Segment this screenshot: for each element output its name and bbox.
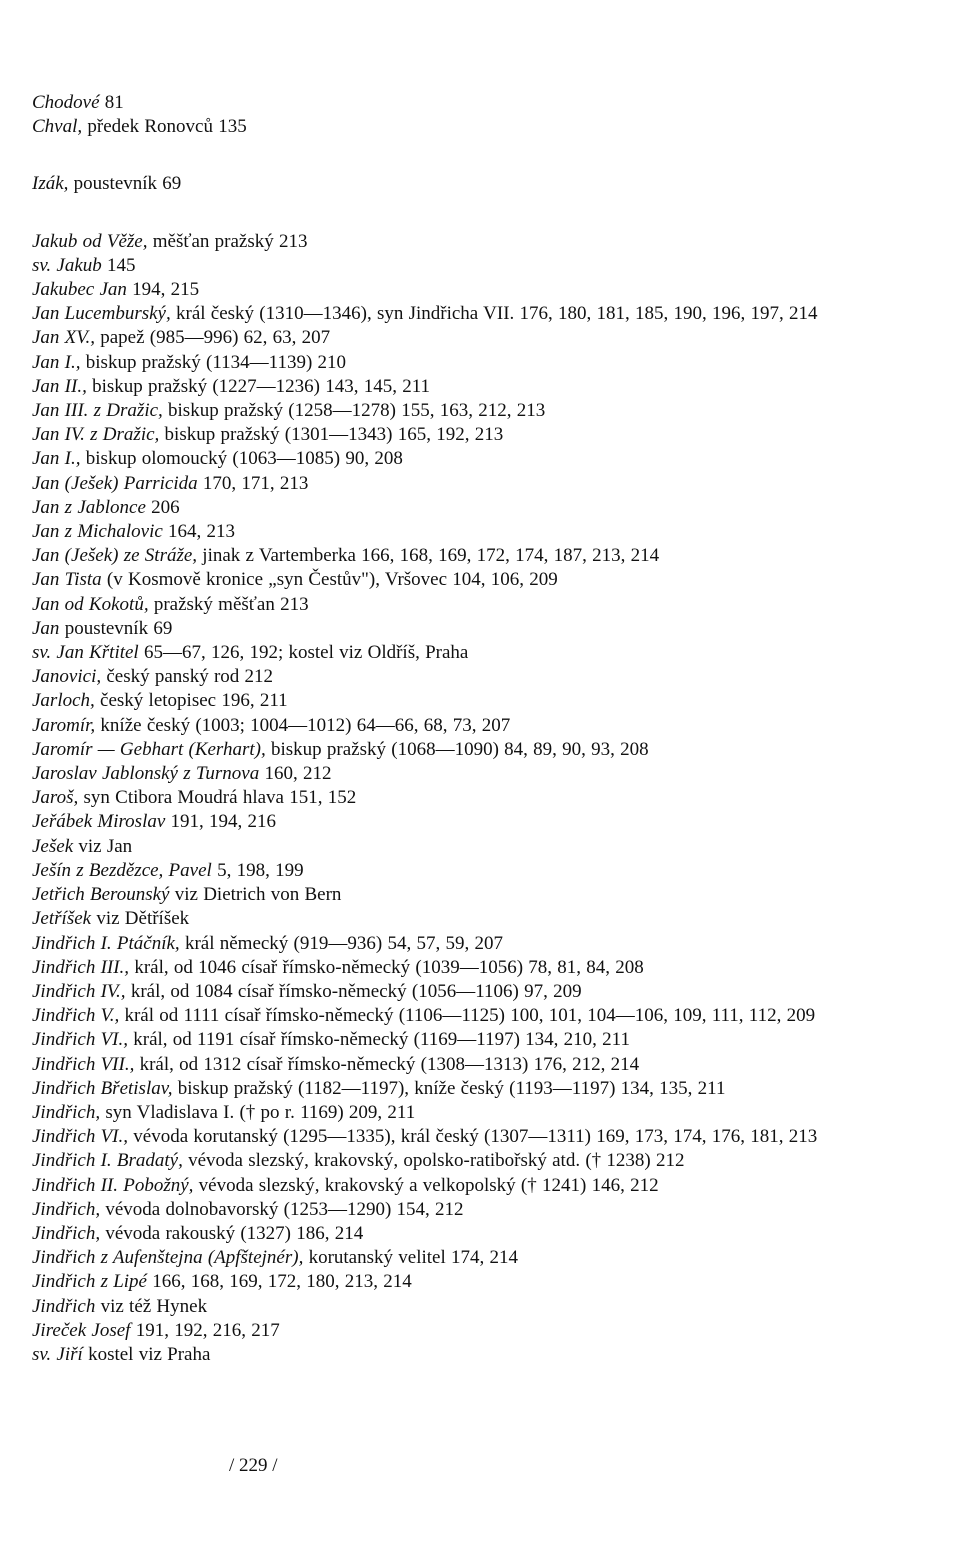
entry-name: Jindřich I. Bradatý, bbox=[32, 1150, 183, 1172]
index-entry bbox=[32, 302, 932, 326]
index-entry bbox=[32, 1198, 932, 1222]
index-entry bbox=[32, 714, 932, 738]
entry-name: Jan I., bbox=[32, 448, 81, 470]
entry-name: Jindřich IV., bbox=[32, 980, 126, 1002]
entry-name: Jindřich III., bbox=[32, 956, 130, 978]
entry-references: 194, 215 bbox=[126, 279, 200, 301]
index-entry bbox=[32, 883, 932, 907]
entry-references: král německý (919—936) 54, 57, 59, 207 bbox=[179, 932, 503, 954]
index-entry bbox=[32, 593, 932, 617]
entry-references: syn Ctibora Moudrá hlava 151, 152 bbox=[78, 787, 357, 809]
index-entry bbox=[32, 351, 932, 375]
entry-name: Jindřich, bbox=[32, 1222, 101, 1244]
entry-references: měšťan pražský 213 bbox=[147, 230, 308, 252]
entry-references: pražský měšťan 213 bbox=[148, 593, 309, 615]
index-entry bbox=[32, 907, 932, 931]
index-entry bbox=[32, 641, 932, 665]
entry-references: král, od 1312 císař římsko-německý (1308—1313) 176, 212, 214 bbox=[134, 1053, 640, 1075]
entry-references: viz Jan bbox=[73, 835, 133, 857]
entry-name: Jan (Ješek) Parricida bbox=[32, 472, 198, 494]
index-entry bbox=[32, 738, 932, 762]
index-entry bbox=[32, 230, 932, 254]
entry-name: Chval, bbox=[32, 116, 83, 138]
entry-references: vévoda slezský, krakovský, opolsko-ratibořský atd. († 1238) 212 bbox=[182, 1150, 685, 1172]
entry-references: biskup pražský (1258—1278) 155, 163, 212, 213 bbox=[162, 400, 546, 422]
entry-name: Jaromír, bbox=[32, 714, 96, 736]
entry-references: 160, 212 bbox=[259, 763, 332, 785]
entry-references: syn Vladislava I. († po r. 1169) 209, 211 bbox=[100, 1101, 416, 1123]
index-entry bbox=[32, 278, 932, 302]
entry-references: 191, 192, 216, 217 bbox=[130, 1319, 280, 1341]
index-entry bbox=[32, 980, 932, 1004]
name-index bbox=[32, 91, 932, 1400]
index-entry bbox=[32, 326, 932, 350]
index-entry bbox=[32, 1343, 932, 1367]
entry-name: Jakubec Jan bbox=[32, 279, 127, 301]
entry-name: Jindřich z Lipé bbox=[32, 1271, 147, 1293]
entry-name: Jan XV., bbox=[32, 327, 95, 349]
entry-references: viz též Hynek bbox=[95, 1295, 208, 1317]
entry-references: (v Kosmově kronice „syn Čestův"), Vršovec 104, 106, 209 bbox=[101, 569, 558, 591]
entry-name: Jan z Michalovic bbox=[32, 521, 163, 543]
index-entry bbox=[32, 568, 932, 592]
entry-references: král, od 1084 císař římsko-německý (1056—1106) 97, 209 bbox=[125, 980, 582, 1002]
entry-references: předek Ronovců 135 bbox=[82, 116, 247, 138]
index-entry bbox=[32, 1319, 932, 1343]
entry-name: Jindřich II. Pobožný, bbox=[32, 1174, 194, 1196]
index-entry bbox=[32, 91, 932, 115]
entry-name: Jaroslav Jablonský z Turnova bbox=[32, 763, 260, 785]
index-entry bbox=[32, 1222, 932, 1246]
entry-references: 191, 194, 216 bbox=[165, 811, 277, 833]
entry-references: papež (985—996) 62, 63, 207 bbox=[94, 327, 331, 349]
index-entry bbox=[32, 1295, 932, 1319]
entry-name: Jindřich z Aufenštejna (Apfštejnér), bbox=[32, 1247, 304, 1269]
entry-name: Jan Tista bbox=[32, 569, 102, 591]
entry-references: 81 bbox=[99, 92, 124, 113]
index-entry bbox=[32, 1125, 932, 1149]
entry-references: 170, 171, 213 bbox=[197, 472, 309, 494]
entry-name: Jindřich Břetislav, bbox=[32, 1077, 173, 1099]
index-entry bbox=[32, 859, 932, 883]
entry-name: Izák, bbox=[32, 173, 69, 195]
index-entry bbox=[32, 932, 932, 956]
entry-name: Jan bbox=[32, 617, 60, 639]
index-entry bbox=[32, 1149, 932, 1173]
entry-name: Jetříšek bbox=[32, 908, 92, 930]
entry-references: biskup pražský (1227—1236) 143, 145, 211 bbox=[86, 375, 431, 397]
index-entry bbox=[32, 762, 932, 786]
entry-name: Jindřich, bbox=[32, 1101, 101, 1123]
page-number: / 229 / bbox=[229, 1455, 278, 1476]
entry-name: Jeřábek Miroslav bbox=[32, 811, 166, 833]
entry-references: král od 1111 císař římsko-německý (1106—1125) 100, 101, 104—106, 109, 111, 112, 209 bbox=[119, 1005, 816, 1027]
index-entry bbox=[32, 399, 932, 423]
entry-references: král, od 1046 císař římsko-německý (1039—1056) 78, 81, 84, 208 bbox=[129, 956, 644, 978]
entry-name: sv. Jakub bbox=[32, 254, 102, 276]
index-entry bbox=[32, 1028, 932, 1052]
entry-references: 5, 198, 199 bbox=[211, 859, 304, 881]
entry-references: 145 bbox=[101, 254, 136, 276]
index-entry bbox=[32, 172, 932, 196]
entry-name: Jan od Kokotů, bbox=[32, 593, 149, 615]
entry-name: Jindřich V., bbox=[32, 1005, 120, 1027]
entry-references: 206 bbox=[145, 496, 180, 518]
index-entry bbox=[32, 496, 932, 520]
entry-name: Jan Lucemburský, bbox=[32, 303, 171, 325]
entry-name: Jindřich VI., bbox=[32, 1126, 129, 1148]
entry-references: poustevník 69 bbox=[59, 617, 173, 639]
index-entry bbox=[32, 689, 932, 713]
index-entry bbox=[32, 1101, 932, 1125]
entry-name: Jan III. z Dražic, bbox=[32, 400, 163, 422]
entry-name: Jindřich, bbox=[32, 1198, 101, 1220]
entry-name: Jakub od Věže, bbox=[32, 230, 148, 252]
entry-references: český panský rod 212 bbox=[101, 666, 274, 688]
index-entry bbox=[32, 1270, 932, 1294]
entry-name: Jaroš, bbox=[32, 787, 79, 809]
entry-references: biskup olomoucký (1063—1085) 90, 208 bbox=[80, 448, 403, 470]
entry-references: biskup pražský (1068—1090) 84, 89, 90, 93, 208 bbox=[265, 738, 649, 760]
entry-name: Jan II., bbox=[32, 375, 87, 397]
entry-references: český letopisec 196, 211 bbox=[94, 690, 288, 712]
index-entry bbox=[32, 115, 932, 139]
entry-name: Jindřich I. Ptáčník, bbox=[32, 932, 180, 954]
entry-name: Jindřich bbox=[32, 1295, 96, 1317]
entry-references: 65—67, 126, 192; kostel viz Oldříš, Praha bbox=[138, 642, 469, 664]
index-group bbox=[32, 230, 932, 1368]
index-entry bbox=[32, 1077, 932, 1101]
entry-references: kníže český (1003; 1004—1012) 64—66, 68, 73, 207 bbox=[95, 714, 511, 736]
index-entry bbox=[32, 810, 932, 834]
entry-references: vévoda korutanský (1295—1335), král český (1307—1311) 169, 173, 174, 176, 181, 213 bbox=[128, 1126, 818, 1148]
index-entry bbox=[32, 956, 932, 980]
entry-name: Jaromír — Gebhart (Kerhart), bbox=[32, 738, 266, 760]
entry-references: korutanský velitel 174, 214 bbox=[303, 1247, 518, 1269]
entry-references: vévoda dolnobavorský (1253—1290) 154, 212 bbox=[100, 1198, 464, 1220]
entry-references: poustevník 69 bbox=[68, 173, 182, 195]
entry-name: Jindřich VI., bbox=[32, 1029, 129, 1051]
entry-name: Ješek bbox=[32, 835, 74, 857]
index-entry bbox=[32, 423, 932, 447]
entry-references: viz Dětříšek bbox=[91, 908, 190, 930]
index-entry bbox=[32, 1053, 932, 1077]
entry-references: král, od 1191 císař římsko-německý (1169—1197) 134, 210, 211 bbox=[128, 1029, 630, 1051]
index-entry bbox=[32, 1174, 932, 1198]
entry-name: Jan z Jablonce bbox=[32, 496, 146, 518]
index-entry bbox=[32, 520, 932, 544]
entry-name: Janovici, bbox=[32, 666, 102, 688]
entry-references: král český (1310—1346), syn Jindřicha VII. 176, 180, 181, 185, 190, 196, 197, 214 bbox=[170, 303, 818, 325]
entry-name: Jarloch, bbox=[32, 690, 95, 712]
entry-name: Jan (Ješek) ze Stráže, bbox=[32, 545, 198, 567]
entry-references: viz Dietrich von Bern bbox=[169, 884, 342, 906]
index-entry bbox=[32, 617, 932, 641]
index-entry bbox=[32, 1246, 932, 1270]
entry-name: Jan IV. z Dražic, bbox=[32, 424, 160, 446]
index-entry bbox=[32, 447, 932, 471]
entry-references: vévoda rakouský (1327) 186, 214 bbox=[100, 1222, 364, 1244]
index-entry bbox=[32, 254, 932, 278]
index-entry bbox=[32, 1004, 932, 1028]
entry-name: Jindřich VII., bbox=[32, 1053, 135, 1075]
index-entry bbox=[32, 472, 932, 496]
entry-references: biskup pražský (1301—1343) 165, 192, 213 bbox=[159, 424, 504, 446]
entry-name: sv. Jan Křtitel bbox=[32, 642, 139, 664]
entry-name: Jan I., bbox=[32, 351, 81, 373]
entry-references: jinak z Vartemberka 166, 168, 169, 172, 174, 187, 213, 214 bbox=[197, 545, 660, 567]
entry-name: Ješín z Bezdězce, Pavel bbox=[32, 859, 212, 881]
entry-name: Jetřich Berounský bbox=[32, 884, 170, 906]
index-group bbox=[32, 172, 932, 196]
entry-name: sv. Jiří bbox=[32, 1343, 83, 1365]
index-entry bbox=[32, 665, 932, 689]
entry-references: biskup pražský (1182—1197), kníže český (1193—1197) 134, 135, 211 bbox=[172, 1077, 726, 1099]
index-entry bbox=[32, 835, 932, 859]
index-entry bbox=[32, 544, 932, 568]
entry-references: biskup pražský (1134—1139) 210 bbox=[80, 351, 347, 373]
entry-references: vévoda slezský, krakovský a velkopolský († 1241) 146, 212 bbox=[193, 1174, 659, 1196]
entry-name: Jireček Josef bbox=[32, 1319, 131, 1341]
entry-references: 166, 168, 169, 172, 180, 213, 214 bbox=[147, 1271, 412, 1293]
entry-references: kostel viz Praha bbox=[82, 1343, 211, 1365]
index-entry bbox=[32, 786, 932, 810]
entry-name: Chodové bbox=[32, 92, 100, 113]
index-entry bbox=[32, 375, 932, 399]
index-group bbox=[32, 91, 932, 139]
entry-references: 164, 213 bbox=[162, 521, 236, 543]
